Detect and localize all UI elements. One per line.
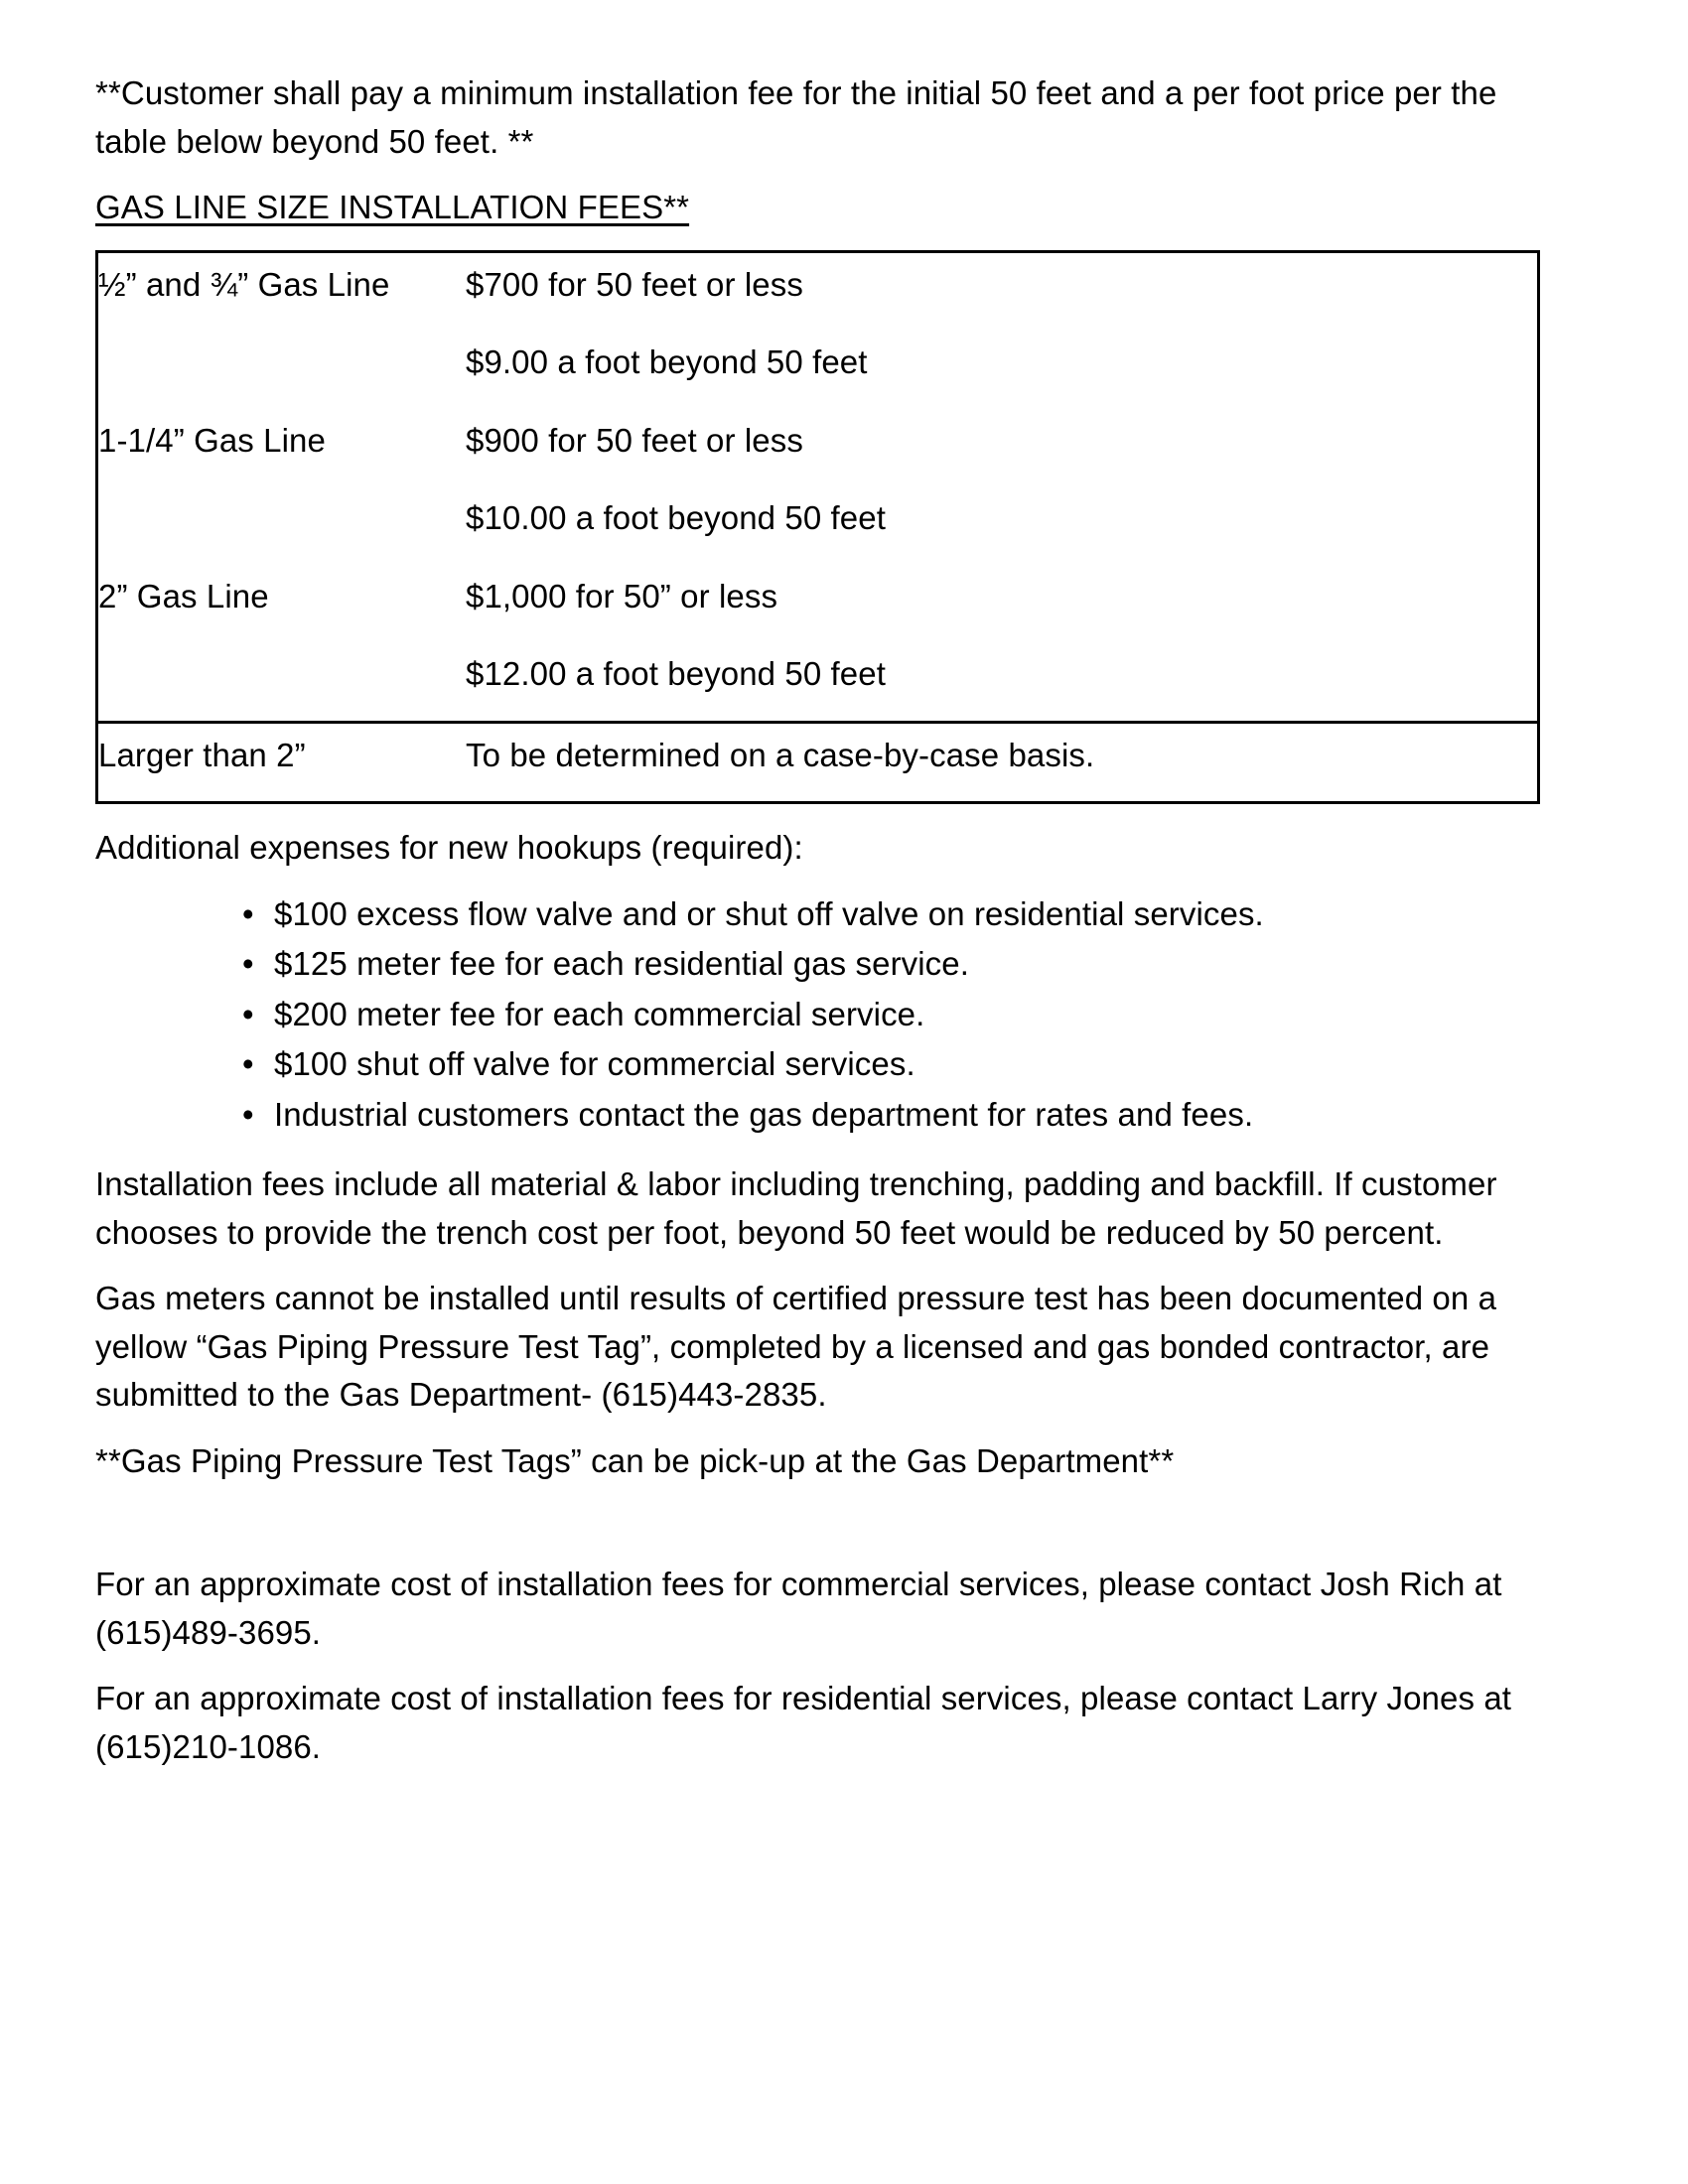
table-row (97, 722, 1539, 803)
fee-line: $700 for 50 feet or less (466, 265, 803, 303)
bullet-icon: • (242, 995, 254, 1032)
table-cell-fees (466, 251, 1539, 409)
list-item (234, 1091, 1593, 1140)
table-cell-fees (466, 409, 1539, 565)
installation-fees-paragraph: Installation fees include all material & labor including trenching, padding and backfill. If customer chooses to provide the trench cost per foot, beyond 50 feet would be reduced by 50 percent. (95, 1165, 1497, 1251)
vertical-spacer (95, 1503, 1593, 1561)
fee-line: $10.00 a foot beyond 50 feet (466, 499, 886, 536)
fee-line: $9.00 a foot beyond 50 feet (466, 343, 868, 380)
fee-table-heading-text: GAS LINE SIZE INSTALLATION FEES** (95, 189, 690, 225)
gas-meters-paragraph: Gas meters cannot be installed until results of certified pressure test has been documented on a yellow “Gas Piping Pressure Test Tag”, completed by a licensed and gas bonded contractor, are submitted to the Gas Department- (615)443-2835. (95, 1280, 1497, 1413)
list-item-label: $125 meter fee for each residential gas service. (274, 945, 970, 982)
fee-line: $12.00 a foot beyond 50 feet (466, 655, 886, 692)
additional-expenses-list (95, 890, 1593, 1140)
list-item (234, 991, 1593, 1039)
table-cell-fees (466, 722, 1539, 803)
fee-table-heading (95, 184, 1540, 232)
test-tags-paragraph: **Gas Piping Pressure Test Tags” can be pick-up at the Gas Department** (95, 1441, 1175, 1479)
list-item-label: $100 shut off valve for commercial services. (274, 1045, 915, 1082)
table-cell-size: ½” and ¾” Gas Line (98, 265, 390, 303)
bullet-icon: • (242, 894, 254, 932)
list-item-label: Industrial customers contact the gas department for rates and fees. (274, 1095, 1254, 1133)
table-cell-fees (466, 565, 1539, 723)
list-item-label: $200 meter fee for each commercial service. (274, 995, 925, 1032)
list-item (234, 940, 1593, 989)
intro-paragraph: **Customer shall pay a minimum installation fee for the initial 50 feet and a per foot price per the table below beyond 50 feet. ** (95, 74, 1497, 160)
residential-contact-paragraph: For an approximate cost of installation fees for residential services, please contact Larry Jones at (615)210-1086. (95, 1680, 1512, 1765)
gas-line-fee-table (95, 250, 1540, 805)
commercial-contact-paragraph: For an approximate cost of installation fees for commercial services, please contact Josh Rich at (615)489-3695. (95, 1566, 1502, 1651)
list-item-label: $100 excess flow valve and or shut off valve on residential services. (274, 894, 1264, 932)
additional-expenses-heading: Additional expenses for new hookups (required): (95, 829, 803, 866)
list-item (234, 1040, 1593, 1089)
table-cell-size: 1-1/4” Gas Line (98, 421, 326, 459)
document-body (95, 69, 1593, 1771)
table-row (97, 251, 1539, 409)
table-cell-size: 2” Gas Line (98, 577, 269, 614)
table-cell-size: Larger than 2” (97, 722, 467, 803)
fee-line: $1,000 for 50” or less (466, 577, 778, 614)
bullet-icon: • (242, 1045, 254, 1082)
table-row (97, 409, 1539, 565)
fee-line: $900 for 50 feet or less (466, 421, 803, 459)
bullet-icon: • (242, 945, 254, 982)
fee-line: To be determined on a case-by-case basis. (466, 736, 1095, 773)
table-row (97, 565, 1539, 723)
bullet-icon: • (242, 1095, 254, 1133)
list-item (234, 890, 1593, 939)
